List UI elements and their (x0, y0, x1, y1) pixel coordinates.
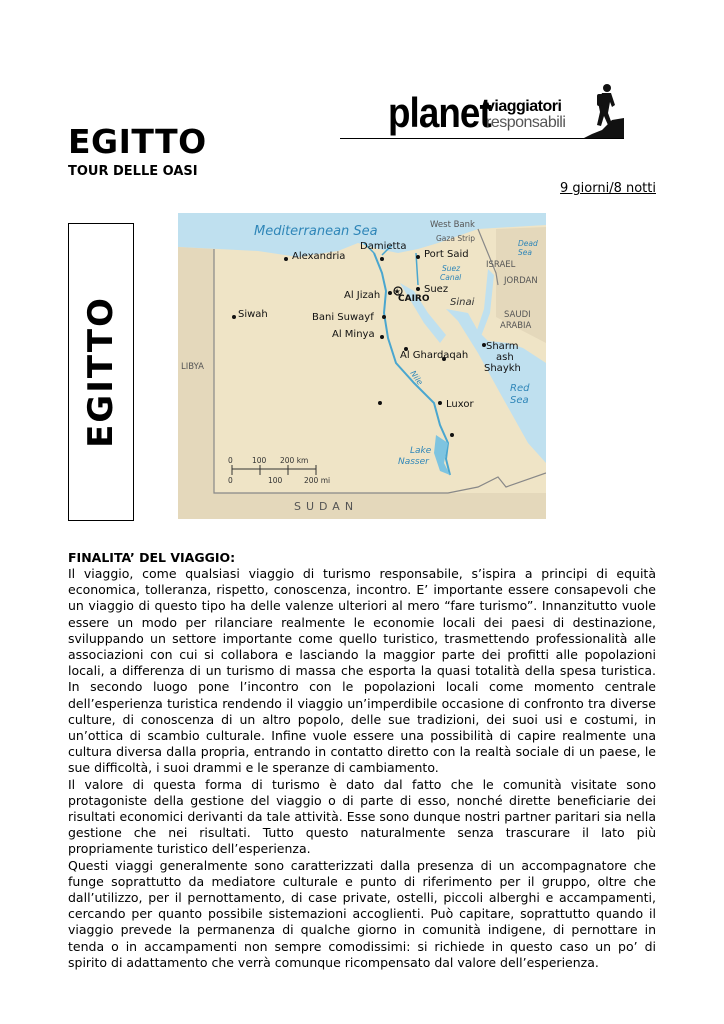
map-label-lake-2: Nasser (398, 457, 429, 467)
map-city-damietta: Damietta (360, 241, 407, 252)
map-city-cairo: CAIRO (398, 294, 430, 304)
map-label-nile: Nile (408, 368, 425, 387)
sudan-shape (214, 493, 546, 519)
map-city-port-said: Port Said (424, 249, 469, 260)
scale-mi-200: 200 mi (304, 476, 331, 485)
map-label-west-bank: West Bank (430, 220, 475, 230)
side-label-box (68, 223, 134, 521)
scale-km-100: 100 (252, 456, 267, 465)
svg-text:★: ★ (393, 287, 401, 296)
city-dot-aswan (450, 433, 454, 437)
map-city-sharm-2: ash (496, 352, 514, 363)
hiker-icon (584, 84, 624, 138)
city-dot-al-minya (380, 335, 384, 339)
map-city-bani-suwayf: Bani Suwayf (312, 312, 374, 323)
city-dot-bani-suwayf (382, 315, 386, 319)
scale-mi-0: 0 (228, 476, 233, 485)
scale-mi-100: 100 (268, 476, 283, 485)
page-subtitle: TOUR DELLE OASI (68, 164, 198, 179)
map-label-lake-1: Lake (410, 446, 432, 456)
city-dot-damietta (380, 257, 384, 261)
map-city-al-ghardaqah: Al Ghardaqah (400, 350, 469, 361)
logo-line2: responsabili (486, 114, 566, 131)
logo-word: planet (388, 90, 491, 137)
map-label-suez-canal-1: Suez (442, 264, 461, 273)
city-dot-suez (416, 287, 420, 291)
city-dot-desert (378, 401, 382, 405)
map-label-suez-canal-2: Canal (440, 273, 462, 282)
city-dot-luxor (438, 401, 442, 405)
map-label-saudi-2: ARABIA (500, 321, 532, 331)
side-label: EGITTO (81, 296, 121, 448)
map-label-red-sea-2: Sea (510, 395, 529, 406)
scale-km-200: 200 km (280, 456, 309, 465)
page-title: EGITTO (68, 122, 207, 161)
header-rule (340, 138, 624, 139)
map-label-saudi-1: SAUDI (504, 310, 531, 320)
paragraph-1: Il viaggio, come qualsiasi viaggio di turismo responsabile, s’ispira a principi di equità economica, tolleranza, rispetto, conoscenza, incontro. E’ importante essere consapevoli che un viaggio di questo tipo ha delle valenze ulteriori al mero “fare turismo”. Innanzitutto vuole essere un modo per rilanciare realmente le economie locali dei paesi di destinazione, sviluppando un settore importante come quello turistico, trasmettendo professionalità alle associazioni con cui si collabora e lasciando la maggior parte dei profitti alle popolazioni locali, a differenza di un turismo di massa che esporta la quasi totalità della spesa turistica. In secondo luogo pone l’incontro con le popolazioni locali come momento centrale dell’esperienza turistica rendendo il viaggio un’imperdibile occasione di confronto tra diverse culture, di conoscenza di un altro popolo, delle sue tradizioni, dei suoi usi e costumi, in un’ottica di scambio culturale. Infine vuole essere una possibilità di capire realmente una cultura diversa dalla propria, entrando in contatto diretto con la realtà sociale di un paese, le sue difficoltà, i suoi drammi e le speranze di cambiamento. (68, 566, 656, 776)
map-label-israel: ISRAEL (486, 260, 516, 270)
map-label-sudan: SUDAN (294, 500, 359, 513)
city-dot-port-said (416, 255, 420, 259)
city-dot-alexandria (284, 257, 288, 261)
paragraph-2: Il valore di questa forma di turismo è dato dal fatto che le comunità visitate sono protagoniste della gestione del viaggio o di parte di esso, nonché dirette beneficiarie dei risultati economici derivanti da tale attività. Esse sono dunque nostri partner paritari sia nella gestione che nei risultati. Tutto questo naturalmente senza trascurare il lato più propriamente turistico dell’esperienza. (68, 776, 656, 857)
trip-purpose-section (68, 550, 656, 971)
map-city-siwah: Siwah (238, 309, 268, 320)
paragraph-3: Questi viaggi generalmente sono caratterizzati dalla presenza di un accompagnatore che funge soprattutto da mediatore culturale e punto di riferimento per il gruppo, oltre che dall’utilizzo, per il pernottamento, di case private, ostelli, piccoli alberghi e accampamenti, cercando per quanto possibile sistemazioni accoglienti. Può capitare, soprattutto quando il viaggio prevede la permanenza di qualche giorno in comunità indigene, di pernottare in tenda o in accampamenti non sempre comodissimi: si richiede in questo caso un po’ di spirito di adattamento che verrà comunque ricompensato dal valore dell’esperienza. (68, 857, 656, 970)
libya-shape (178, 247, 214, 519)
map-city-sharm-1: Sharm (486, 341, 519, 352)
map-city-al-minya: Al Minya (332, 329, 375, 340)
planet-logo (388, 80, 624, 140)
map-label-dead-sea-2: Sea (518, 248, 532, 257)
map-city-alexandria: Alexandria (292, 251, 346, 262)
map-label-jordan: JORDAN (504, 276, 538, 286)
map-city-al-jizah: Al Jizah (344, 290, 381, 301)
logo-line1: viaggiatori (486, 98, 562, 115)
scale-km-0: 0 (228, 456, 233, 465)
map-label-libya: LIBYA (181, 362, 204, 372)
map-label-dead-sea-1: Dead (518, 239, 538, 248)
map-label-mediterranean: Mediterranean Sea (254, 224, 378, 239)
egypt-map (178, 213, 546, 519)
city-dot-siwah (232, 315, 236, 319)
map-label-red-sea-1: Red (510, 383, 530, 394)
map-city-sharm-3: Shaykh (484, 363, 521, 374)
section-heading: FINALITA’ DEL VIAGGIO: (68, 550, 236, 565)
trip-duration: 9 giorni/8 notti (560, 181, 656, 196)
city-dot-al-jizah (388, 291, 392, 295)
map-label-gaza: Gaza Strip (436, 234, 475, 243)
map-city-luxor: Luxor (446, 399, 474, 410)
map-city-suez: Suez (424, 284, 449, 295)
map-label-sinai: Sinai (450, 297, 475, 308)
